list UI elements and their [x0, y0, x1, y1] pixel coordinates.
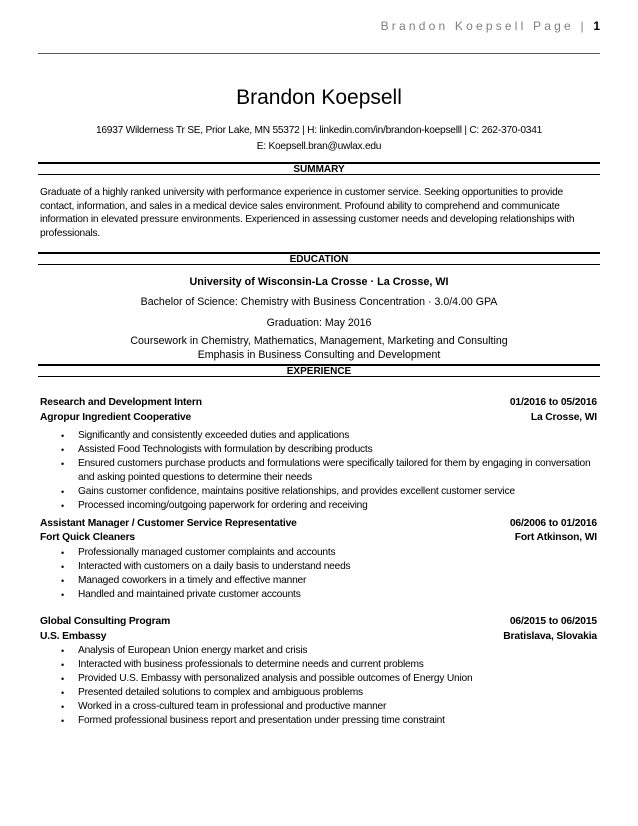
job-dates: 01/2016 to 05/2016 — [509, 397, 597, 408]
bullet-icon: • — [61, 688, 64, 698]
bullet-icon: • — [61, 646, 64, 656]
list-item: • Assisted Food Technologists with formulation by describing products — [61, 444, 373, 455]
job-title-row — [40, 397, 597, 408]
bullet-icon: • — [61, 501, 64, 511]
list-item: • Managed coworkers in a timely and effective manner — [61, 575, 307, 586]
job-title: Research and Development Intern — [40, 397, 202, 408]
job-title-row — [40, 616, 597, 627]
education-graduation: Graduation: May 2016 — [266, 317, 372, 329]
list-item: • Processed incoming/outgoing paperwork for ordering and receiving — [61, 500, 368, 511]
bullet-icon: • — [61, 445, 64, 455]
bullet-icon: • — [61, 590, 64, 600]
education-emphasis: Emphasis in Business Consulting and Development — [197, 349, 441, 361]
contact-line-2: E: Koepsell.bran@uwlax.edu — [256, 141, 382, 152]
contact-line-1: 16937 Wilderness Tr SE, Prior Lake, MN 55372 | H: linkedin.com/in/brandon-koepselll | C: 262-370-0341 — [95, 125, 543, 136]
bullet-icon: • — [61, 459, 64, 469]
bullet-icon: • — [61, 702, 64, 712]
job-company: Fort Quick Cleaners — [40, 532, 136, 543]
header-rule — [38, 53, 600, 54]
bullet-icon: • — [61, 660, 64, 670]
education-degree: Bachelor of Science: Chemistry with Business Concentration · 3.0/4.00 GPA — [140, 296, 498, 308]
list-item: • Gains customer confidence, maintains positive relationships, and provides excellent customer service — [61, 486, 515, 497]
page-header — [381, 19, 600, 33]
education-coursework: Coursework in Chemistry, Mathematics, Management, Marketing and Consulting — [130, 335, 508, 347]
bullet-icon: • — [61, 716, 64, 726]
list-item: • Handled and maintained private customer accounts — [61, 589, 301, 600]
job-location: La Crosse, WI — [530, 412, 597, 423]
list-item: • Ensured customers purchase products and formulations were specifically tailored for them by engaging in conversation and asking pointed questions to determine their needs — [61, 458, 591, 483]
bullet-icon: • — [61, 431, 64, 441]
list-item: • Professionally managed customer complaints and accounts — [61, 547, 336, 558]
job-location: Fort Atkinson, WI — [514, 532, 597, 543]
job-bullets — [40, 429, 596, 513]
job-company: Agropur Ingredient Cooperative — [40, 412, 192, 423]
job-company-row — [40, 532, 597, 543]
bullet-icon: • — [61, 548, 64, 558]
summary-heading: SUMMARY — [38, 162, 600, 175]
job-dates: 06/2006 to 01/2016 — [509, 518, 597, 529]
bullet-icon: • — [61, 674, 64, 684]
job-company: U.S. Embassy — [40, 631, 107, 642]
job-dates: 06/2015 to 06/2015 — [509, 616, 597, 627]
page-header-text: Brandon Koepsell Page — [380, 19, 574, 33]
bullet-icon: • — [61, 487, 64, 497]
job-company-row — [40, 631, 597, 642]
list-item: • Interacted with customers on a daily basis to understand needs — [61, 561, 351, 572]
job-location: Bratislava, Slovakia — [503, 631, 597, 642]
job-company-row — [40, 412, 597, 423]
list-item: • Significantly and consistently exceeded duties and applications — [61, 430, 350, 441]
list-item: • Formed professional business report and presentation under pressing time constraint — [61, 715, 445, 726]
education-school: University of Wisconsin-La Crosse · La Crosse, WI — [189, 276, 449, 288]
list-item: • Worked in a cross-cultured team in professional and productive manner — [61, 701, 387, 712]
job-bullets — [40, 546, 596, 602]
summary-text: Graduate of a highly ranked university with performance experience in customer service. Seeking opportunities to provide contact, information, and sales in a medical device sales environment. Profound ability to comprehend and communicate information in elevated pressure environments. Experienced in assessing customer needs and developing relationships with professionals. — [40, 187, 575, 239]
list-item: • Interacted with business professionals to determine needs and current problems — [61, 659, 424, 670]
list-item: • Provided U.S. Embassy with personalized analysis and possible outcomes of Energy Union — [61, 673, 473, 684]
page-number: 1 — [593, 19, 600, 33]
list-item: • Analysis of European Union energy market and crisis — [61, 645, 308, 656]
job-title-row — [40, 518, 597, 529]
list-item: • Presented detailed solutions to complex and ambiguous problems — [61, 687, 363, 698]
resume-name: Brandon Koepsell — [236, 86, 402, 109]
experience-heading: EXPERIENCE — [38, 364, 600, 377]
job-bullets — [40, 644, 596, 728]
education-heading: EDUCATION — [38, 252, 600, 265]
job-title: Assistant Manager / Customer Service Representative — [40, 518, 297, 529]
bullet-icon: • — [61, 562, 64, 572]
bullet-icon: • — [61, 576, 64, 586]
job-title: Global Consulting Program — [40, 616, 171, 627]
page-header-separator: | — [580, 19, 587, 33]
